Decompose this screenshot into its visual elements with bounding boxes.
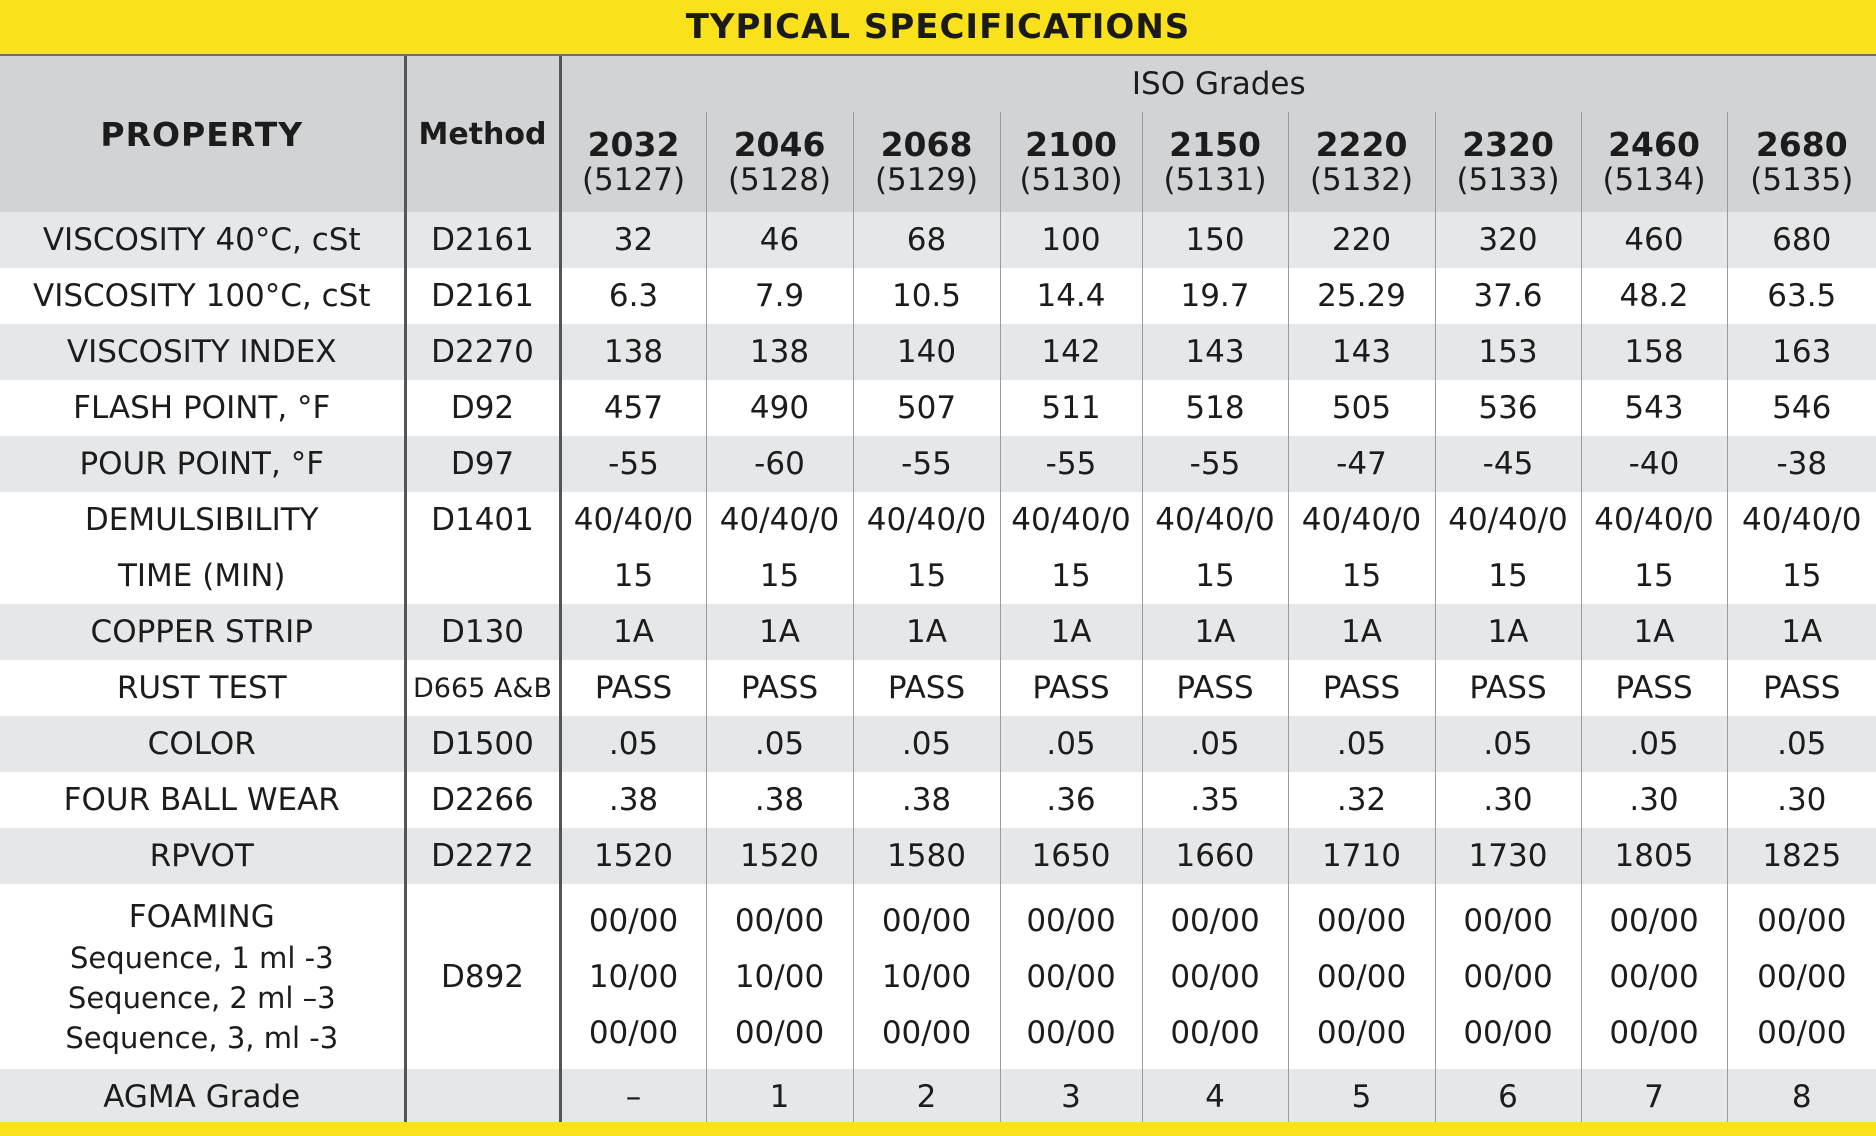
value-seq-1: 00/00 <box>1316 902 1407 939</box>
property-sub-3: Sequence, 3, ml -3 <box>65 1020 339 1055</box>
value-cell <box>1727 492 1876 604</box>
value-cell: 1A <box>1000 604 1142 660</box>
value-cell: 1A <box>853 604 1000 660</box>
value-cell: 1580 <box>853 828 1000 884</box>
value-seq-1: 00/00 <box>1609 902 1699 939</box>
value-cell: 143 <box>1288 324 1435 380</box>
value-cell: – <box>560 1069 706 1125</box>
value-cell: 1A <box>560 604 706 660</box>
table-row <box>0 660 1876 716</box>
value-seq-1: 00/00 <box>1170 902 1260 939</box>
method-cell: D97 <box>405 436 560 492</box>
value-cell: .38 <box>853 772 1000 828</box>
grade-code: (5128) <box>727 162 832 199</box>
table-row <box>0 1069 1876 1125</box>
value-cell: -55 <box>1000 436 1142 492</box>
value-cell: -60 <box>706 436 853 492</box>
value-cell: 1520 <box>560 828 706 884</box>
value-cell: 6.3 <box>608 278 659 314</box>
value-cell: 511 <box>1000 380 1142 436</box>
value-cell: 1A <box>1581 604 1727 660</box>
value-cell: 7.9 <box>706 268 853 324</box>
value-cell: .05 <box>1581 716 1727 772</box>
value-primary: 40/40/0 <box>1011 502 1131 538</box>
specifications-table <box>0 56 1876 1125</box>
value-cell <box>1581 492 1727 604</box>
value-secondary: 15 <box>1341 558 1382 594</box>
table-row <box>0 772 1876 828</box>
value-cell: 153 <box>1435 324 1581 380</box>
value-cell: 37.6 <box>1435 268 1581 324</box>
property-label-2: TIME (MIN) <box>117 558 286 594</box>
value-cell: 680 <box>1727 212 1876 268</box>
value-cell: .38 <box>608 782 659 818</box>
value-cell: 3 <box>1000 1069 1142 1125</box>
value-cell: -45 <box>1435 436 1581 492</box>
method-cell: D2270 <box>405 324 560 380</box>
value-cell: 5 <box>1288 1069 1435 1125</box>
value-cell: 138 <box>706 324 853 380</box>
property-cell: RUST TEST <box>0 660 405 716</box>
value-cell: 1650 <box>1000 828 1142 884</box>
value-secondary: 15 <box>906 558 947 594</box>
value-cell: 158 <box>1581 324 1727 380</box>
grade-number: 2460 <box>1608 124 1700 164</box>
value-seq-2: 00/00 <box>1463 958 1553 995</box>
table-row <box>0 716 1876 772</box>
grade-number: 2046 <box>733 124 826 164</box>
value-cell: 1A <box>1142 604 1288 660</box>
property-cell: VISCOSITY 100°C, cSt <box>0 268 405 324</box>
value-cell <box>706 884 853 1069</box>
value-cell: PASS <box>1727 660 1876 716</box>
property-cell <box>0 492 405 604</box>
method-cell: D2266 <box>405 772 560 828</box>
value-cell: .32 <box>1288 772 1435 828</box>
value-primary: 40/40/0 <box>573 502 694 538</box>
value-cell: 1730 <box>1435 828 1581 884</box>
table-row <box>0 492 1876 604</box>
value-cell: 1520 <box>706 828 853 884</box>
value-cell: -55 <box>1142 436 1288 492</box>
method-cell: D2161 <box>405 212 560 268</box>
grade-number: 2320 <box>1462 124 1554 164</box>
bottom-bar <box>0 1122 1876 1136</box>
value-cell: 46 <box>706 212 853 268</box>
value-seq-3: 00/00 <box>1609 1014 1699 1051</box>
grade-code: (5130) <box>1019 162 1123 199</box>
value-cell: .05 <box>1288 716 1435 772</box>
value-cell: 546 <box>1727 380 1876 436</box>
value-cell: 1660 <box>1142 828 1288 884</box>
value-cell <box>853 492 1000 604</box>
value-cell <box>1142 884 1288 1069</box>
value-cell: 543 <box>1581 380 1727 436</box>
method-cell: D1500 <box>405 716 560 772</box>
table-row <box>0 268 1876 324</box>
value-cell: 4 <box>1142 1069 1288 1125</box>
value-cell <box>853 884 1000 1069</box>
value-cell: .30 <box>1727 772 1876 828</box>
value-cell: 1A <box>1435 604 1581 660</box>
grade-header <box>560 112 706 212</box>
value-cell: PASS <box>1000 660 1142 716</box>
value-cell: PASS <box>1435 660 1581 716</box>
property-sub-1: Sequence, 1 ml -3 <box>69 940 334 975</box>
grade-header <box>1288 112 1435 212</box>
grade-number: 2150 <box>1169 124 1261 164</box>
value-secondary: 15 <box>1782 558 1822 594</box>
value-cell: 138 <box>560 324 706 380</box>
header-property: PROPERTY <box>0 56 405 212</box>
value-cell: .05 <box>853 716 1000 772</box>
method-spacer <box>407 548 559 604</box>
value-cell <box>560 492 706 604</box>
value-cell: 150 <box>1142 212 1288 268</box>
grade-code: (5129) <box>874 162 979 199</box>
value-cell: 1A <box>706 604 853 660</box>
value-seq-2: 00/00 <box>1609 958 1699 995</box>
property-cell: FLASH POINT, °F <box>0 380 405 436</box>
value-seq-3: 00/00 <box>881 1014 972 1051</box>
value-cell: .05 <box>1000 716 1142 772</box>
grade-header <box>1727 112 1876 212</box>
table-row <box>0 828 1876 884</box>
value-seq-1: 00/00 <box>1757 902 1847 939</box>
value-cell: 143 <box>1142 324 1288 380</box>
method-cell: D130 <box>405 604 560 660</box>
value-cell: -55 <box>853 436 1000 492</box>
value-secondary: 15 <box>1195 558 1235 594</box>
value-cell: .35 <box>1142 772 1288 828</box>
table-row <box>0 380 1876 436</box>
table-row <box>0 604 1876 660</box>
value-secondary: 15 <box>613 558 654 594</box>
value-cell: 25.29 <box>1288 268 1435 324</box>
value-cell: PASS <box>1581 660 1727 716</box>
method-cell: D892 <box>405 884 560 1069</box>
value-seq-2: 00/00 <box>1026 958 1116 995</box>
header-iso-grades: ISO Grades <box>560 56 1876 112</box>
grade-header <box>1581 112 1727 212</box>
value-cell <box>1435 884 1581 1069</box>
method-cell: D2272 <box>405 828 560 884</box>
value-seq-3: 00/00 <box>1170 1014 1260 1051</box>
value-cell: PASS <box>1288 660 1435 716</box>
value-cell: .30 <box>1581 772 1727 828</box>
value-seq-1: 00/00 <box>1026 902 1116 939</box>
value-cell: PASS <box>853 660 1000 716</box>
grade-code: (5135) <box>1750 162 1854 199</box>
value-seq-2: 00/00 <box>1757 958 1847 995</box>
value-cell <box>1288 884 1435 1069</box>
value-cell: .05 <box>560 716 706 772</box>
property-cell: FOUR BALL WEAR <box>0 772 405 828</box>
value-cell <box>1142 492 1288 604</box>
value-cell: -47 <box>1288 436 1435 492</box>
value-cell: 490 <box>706 380 853 436</box>
value-cell: PASS <box>1142 660 1288 716</box>
value-cell: 457 <box>603 390 664 426</box>
value-cell <box>1000 884 1142 1069</box>
value-cell: 10.5 <box>853 268 1000 324</box>
value-primary: 40/40/0 <box>1448 502 1568 538</box>
value-seq-3: 00/00 <box>1026 1014 1116 1051</box>
grade-code: (5132) <box>1309 162 1414 199</box>
method-cell <box>405 1069 560 1125</box>
value-cell: 8 <box>1727 1069 1876 1125</box>
value-cell: .38 <box>706 772 853 828</box>
value-primary: 40/40/0 <box>1742 502 1862 538</box>
grade-code: (5131) <box>1163 162 1267 199</box>
value-cell: 1805 <box>1581 828 1727 884</box>
value-cell: .36 <box>1000 772 1142 828</box>
value-cell <box>1000 492 1142 604</box>
table-row <box>0 212 1876 268</box>
value-cell: 63.5 <box>1727 268 1876 324</box>
value-cell <box>706 492 853 604</box>
property-cell: VISCOSITY INDEX <box>0 324 405 380</box>
value-cell: -55 <box>560 436 706 492</box>
value-cell: .05 <box>706 716 853 772</box>
value-cell: PASS <box>706 660 853 716</box>
value-seq-3: 00/00 <box>734 1014 825 1051</box>
property-label: FOAMING <box>128 898 275 935</box>
grade-code: (5134) <box>1602 162 1706 199</box>
grade-code: (5133) <box>1456 162 1560 199</box>
value-seq-2: 10/00 <box>588 958 679 995</box>
value-cell: 507 <box>853 380 1000 436</box>
value-cell <box>1581 884 1727 1069</box>
grade-header <box>1435 112 1581 212</box>
value-seq-2: 10/00 <box>734 958 825 995</box>
grade-number: 2100 <box>1025 124 1117 164</box>
grade-number: 2220 <box>1315 124 1408 164</box>
value-seq-1: 00/00 <box>881 902 972 939</box>
value-seq-3: 00/00 <box>1316 1014 1407 1051</box>
value-cell: 460 <box>1581 212 1727 268</box>
value-cell: 6 <box>1435 1069 1581 1125</box>
grade-number: 2032 <box>587 124 680 164</box>
method-cell <box>405 492 560 604</box>
value-seq-2: 00/00 <box>1316 958 1407 995</box>
value-cell: .30 <box>1435 772 1581 828</box>
method-cell: D665 A&B <box>405 660 560 716</box>
value-cell: .05 <box>1435 716 1581 772</box>
property-cell: RPVOT <box>0 828 405 884</box>
value-cell: 518 <box>1142 380 1288 436</box>
value-cell: 48.2 <box>1581 268 1727 324</box>
value-cell: 320 <box>1435 212 1581 268</box>
value-cell: -40 <box>1581 436 1727 492</box>
value-cell: 2 <box>853 1069 1000 1125</box>
value-cell: 1 <box>706 1069 853 1125</box>
value-cell <box>560 884 706 1069</box>
value-primary: 40/40/0 <box>1594 502 1714 538</box>
value-cell: -38 <box>1727 436 1876 492</box>
value-cell: 505 <box>1288 380 1435 436</box>
value-seq-1: 00/00 <box>1463 902 1553 939</box>
grade-header <box>853 112 1000 212</box>
grade-header <box>1000 112 1142 212</box>
value-cell: 1A <box>1727 604 1876 660</box>
value-cell: 68 <box>853 212 1000 268</box>
property-label: DEMULSIBILITY <box>84 502 319 538</box>
value-cell: 7 <box>1581 1069 1727 1125</box>
value-secondary: 15 <box>1634 558 1674 594</box>
property-cell: VISCOSITY 40°C, cSt <box>0 212 405 268</box>
grade-header <box>706 112 853 212</box>
value-cell: 1710 <box>1288 828 1435 884</box>
value-seq-1: 00/00 <box>734 902 825 939</box>
property-cell <box>0 884 405 1069</box>
grade-code: (5127) <box>581 162 686 199</box>
property-cell: COLOR <box>0 716 405 772</box>
value-cell: 32 <box>560 212 706 268</box>
value-secondary: 15 <box>1488 558 1528 594</box>
value-cell: PASS <box>594 670 673 706</box>
value-seq-1: 00/00 <box>588 902 679 939</box>
header-method: Method <box>405 56 560 212</box>
value-cell: .05 <box>1142 716 1288 772</box>
value-cell <box>1288 492 1435 604</box>
value-cell: 100 <box>1000 212 1142 268</box>
table-title: TYPICAL SPECIFICATIONS <box>0 0 1876 56</box>
value-cell: .05 <box>1727 716 1876 772</box>
value-secondary: 15 <box>1051 558 1091 594</box>
value-primary: 40/40/0 <box>719 502 840 538</box>
value-cell: 1A <box>1288 604 1435 660</box>
method-cell: D92 <box>405 380 560 436</box>
grade-number: 2680 <box>1755 124 1848 164</box>
value-cell <box>1435 492 1581 604</box>
table-row <box>0 884 1876 1069</box>
value-cell: 163 <box>1727 324 1876 380</box>
value-seq-2: 10/00 <box>881 958 972 995</box>
value-seq-3: 00/00 <box>1463 1014 1553 1051</box>
property-cell: POUR POINT, °F <box>0 436 405 492</box>
value-cell: 140 <box>853 324 1000 380</box>
value-seq-3: 00/00 <box>1757 1014 1847 1051</box>
grade-number: 2068 <box>880 124 973 164</box>
property-cell: COPPER STRIP <box>0 604 405 660</box>
method-label: D1401 <box>431 502 534 538</box>
value-primary: 40/40/0 <box>1301 502 1422 538</box>
value-cell: 19.7 <box>1142 268 1288 324</box>
value-secondary: 15 <box>759 558 800 594</box>
value-primary: 40/40/0 <box>1155 502 1275 538</box>
value-cell: 220 <box>1288 212 1435 268</box>
table-row <box>0 324 1876 380</box>
value-seq-2: 00/00 <box>1170 958 1260 995</box>
value-primary: 40/40/0 <box>866 502 987 538</box>
value-cell <box>1727 884 1876 1069</box>
property-sub-2: Sequence, 2 ml –3 <box>67 980 336 1015</box>
value-cell: 1825 <box>1727 828 1876 884</box>
value-cell: 142 <box>1000 324 1142 380</box>
table-row <box>0 436 1876 492</box>
value-cell: 536 <box>1435 380 1581 436</box>
value-seq-3: 00/00 <box>588 1014 679 1051</box>
grade-header <box>1142 112 1288 212</box>
property-cell: AGMA Grade <box>0 1069 405 1125</box>
value-cell: 14.4 <box>1000 268 1142 324</box>
method-cell: D2161 <box>405 268 560 324</box>
